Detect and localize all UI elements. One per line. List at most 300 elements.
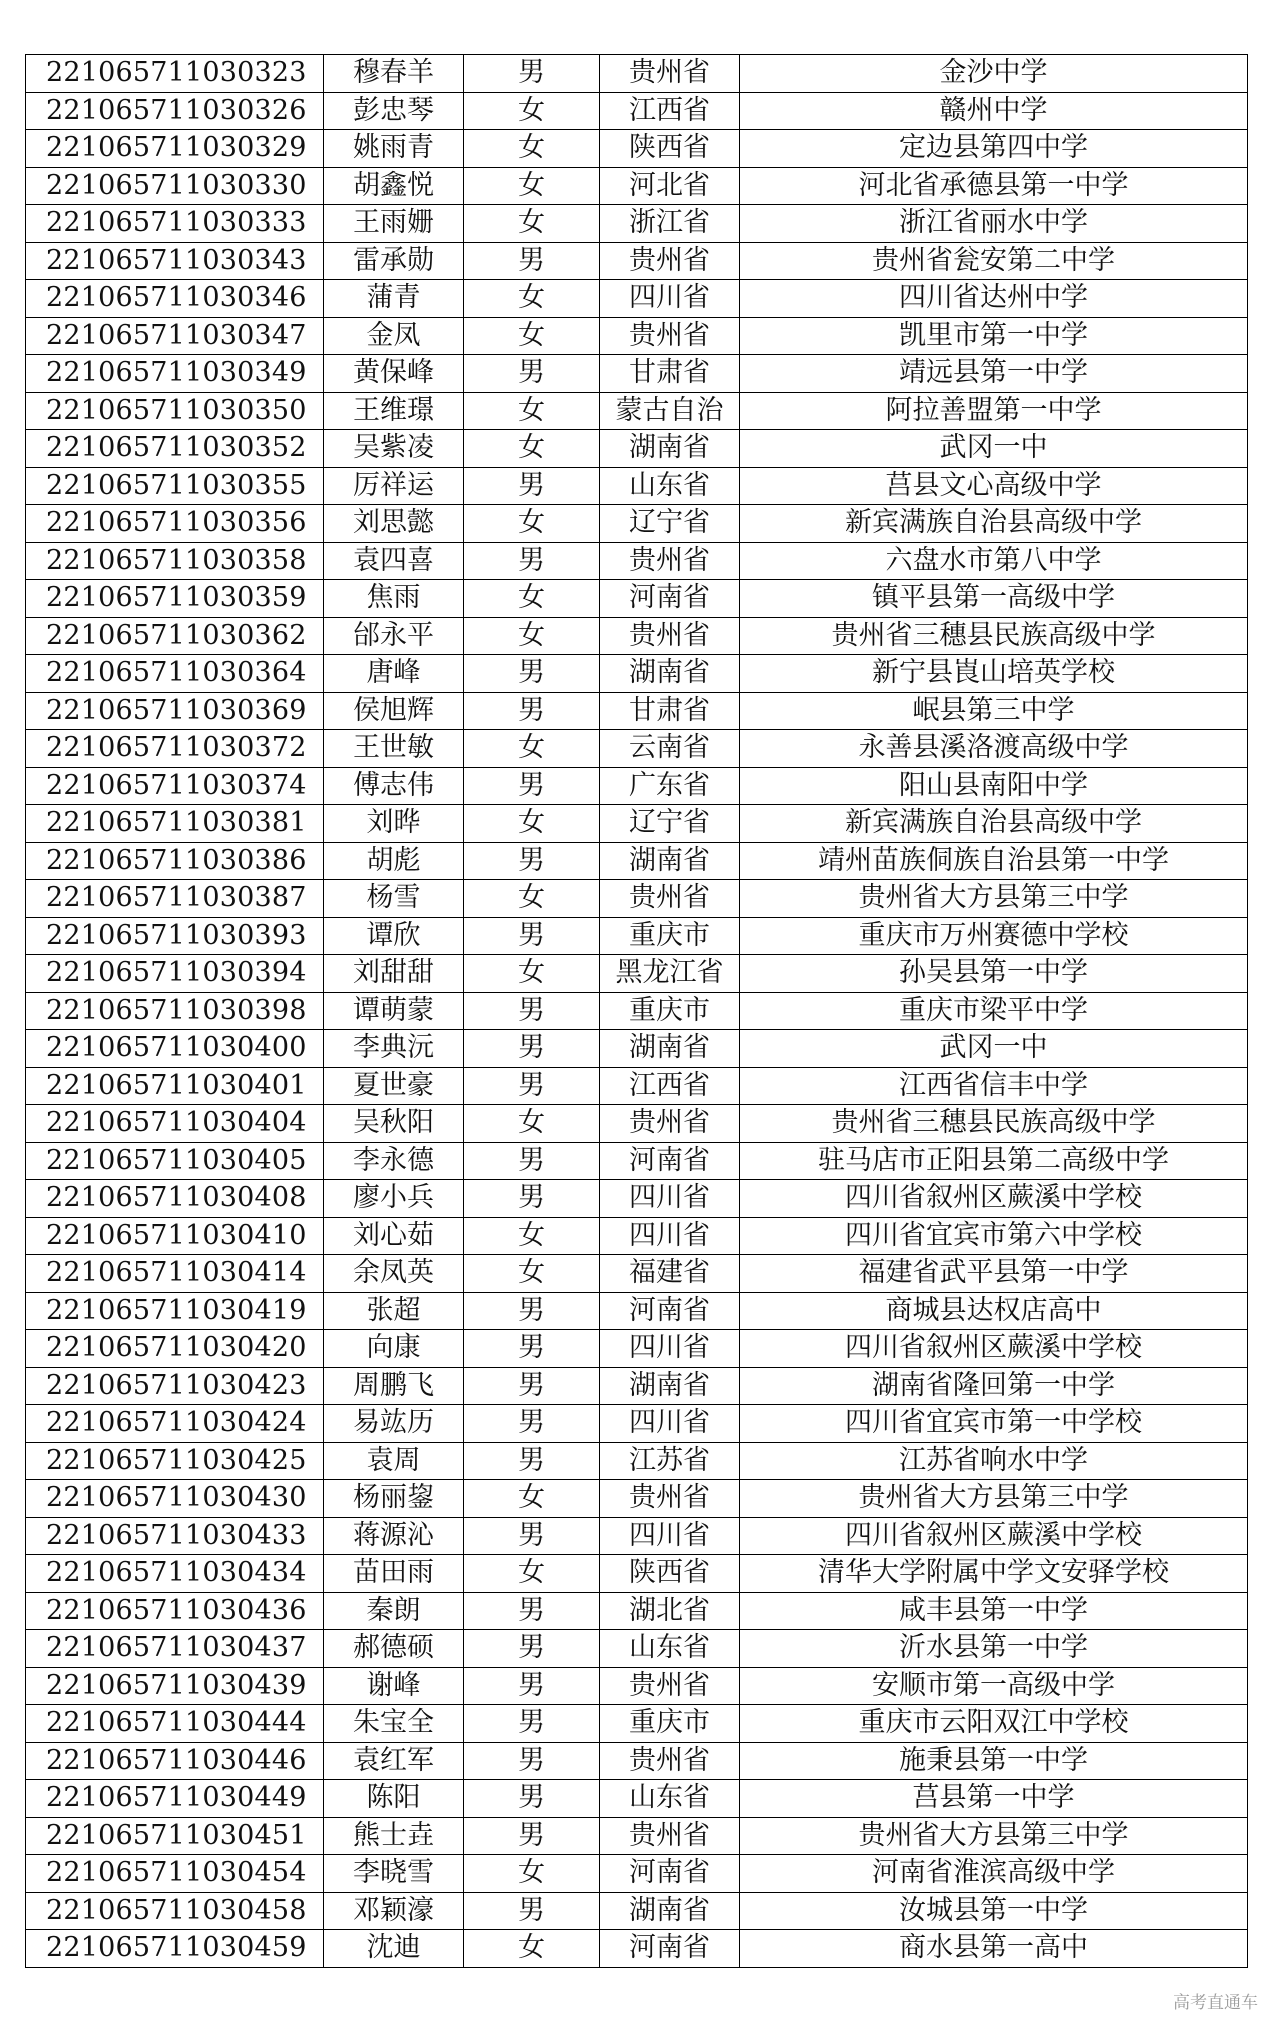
- student-id-cell: 221065711030437: [26, 1630, 324, 1668]
- name-cell: 刘心茹: [324, 1217, 464, 1255]
- table-row: [26, 1405, 1248, 1443]
- school-cell: 商城县达权店高中: [740, 1292, 1248, 1330]
- gender-cell: 女: [464, 880, 600, 918]
- name-cell: 夏世豪: [324, 1067, 464, 1105]
- student-id-cell: 221065711030359: [26, 580, 324, 618]
- province-cell: 贵州省: [600, 1742, 740, 1780]
- gender-cell: 女: [464, 580, 600, 618]
- name-cell: 郝德硕: [324, 1630, 464, 1668]
- table-row: [26, 205, 1248, 243]
- table-row: [26, 1630, 1248, 1668]
- table-row: [26, 1855, 1248, 1893]
- province-cell: 四川省: [600, 1405, 740, 1443]
- school-cell: 河南省淮滨高级中学: [740, 1855, 1248, 1893]
- name-cell: 王雨姗: [324, 205, 464, 243]
- gender-cell: 男: [464, 1180, 600, 1218]
- roster-sheet: [25, 54, 1247, 1968]
- gender-cell: 男: [464, 842, 600, 880]
- name-cell: 周鹏飞: [324, 1367, 464, 1405]
- name-cell: 熊士垚: [324, 1817, 464, 1855]
- province-cell: 湖南省: [600, 1892, 740, 1930]
- table-row: [26, 1817, 1248, 1855]
- province-cell: 河北省: [600, 167, 740, 205]
- school-cell: 四川省叙州区蕨溪中学校: [740, 1517, 1248, 1555]
- table-row: [26, 92, 1248, 130]
- school-cell: 贵州省三穗县民族高级中学: [740, 1105, 1248, 1143]
- student-id-cell: 221065711030408: [26, 1180, 324, 1218]
- school-cell: 贵州省大方县第三中学: [740, 880, 1248, 918]
- table-row: [26, 655, 1248, 693]
- name-cell: 袁周: [324, 1442, 464, 1480]
- gender-cell: 男: [464, 1630, 600, 1668]
- student-id-cell: 221065711030369: [26, 692, 324, 730]
- school-cell: 莒县第一中学: [740, 1780, 1248, 1818]
- gender-cell: 女: [464, 1480, 600, 1518]
- province-cell: 四川省: [600, 1330, 740, 1368]
- name-cell: 王世敏: [324, 730, 464, 768]
- roster-body: [26, 55, 1248, 1968]
- province-cell: 甘肃省: [600, 692, 740, 730]
- name-cell: 彭忠琴: [324, 92, 464, 130]
- name-cell: 李永德: [324, 1142, 464, 1180]
- gender-cell: 男: [464, 1442, 600, 1480]
- name-cell: 余凤英: [324, 1255, 464, 1293]
- province-cell: 江苏省: [600, 1442, 740, 1480]
- student-id-cell: 221065711030350: [26, 392, 324, 430]
- province-cell: 云南省: [600, 730, 740, 768]
- student-id-cell: 221065711030423: [26, 1367, 324, 1405]
- province-cell: 湖南省: [600, 1367, 740, 1405]
- province-cell: 河南省: [600, 1292, 740, 1330]
- school-cell: 靖远县第一中学: [740, 355, 1248, 393]
- gender-cell: 男: [464, 692, 600, 730]
- school-cell: 重庆市梁平中学: [740, 992, 1248, 1030]
- name-cell: 谭欣: [324, 917, 464, 955]
- table-row: [26, 1142, 1248, 1180]
- table-row: [26, 1105, 1248, 1143]
- gender-cell: 男: [464, 1705, 600, 1743]
- table-row: [26, 1067, 1248, 1105]
- gender-cell: 男: [464, 767, 600, 805]
- student-id-cell: 221065711030329: [26, 130, 324, 168]
- table-row: [26, 1255, 1248, 1293]
- student-id-cell: 221065711030349: [26, 355, 324, 393]
- province-cell: 黑龙江省: [600, 955, 740, 993]
- school-cell: 沂水县第一中学: [740, 1630, 1248, 1668]
- name-cell: 胡鑫悦: [324, 167, 464, 205]
- student-id-cell: 221065711030326: [26, 92, 324, 130]
- province-cell: 辽宁省: [600, 805, 740, 843]
- school-cell: 贵州省瓮安第二中学: [740, 242, 1248, 280]
- student-id-cell: 221065711030451: [26, 1817, 324, 1855]
- table-row: [26, 1367, 1248, 1405]
- province-cell: 重庆市: [600, 1705, 740, 1743]
- gender-cell: 女: [464, 317, 600, 355]
- gender-cell: 女: [464, 1105, 600, 1143]
- table-row: [26, 730, 1248, 768]
- table-row: [26, 617, 1248, 655]
- name-cell: 刘思懿: [324, 505, 464, 543]
- school-cell: 汝城县第一中学: [740, 1892, 1248, 1930]
- table-row: [26, 1292, 1248, 1330]
- name-cell: 黄保峰: [324, 355, 464, 393]
- student-id-cell: 221065711030386: [26, 842, 324, 880]
- school-cell: 莒县文心高级中学: [740, 467, 1248, 505]
- province-cell: 贵州省: [600, 1817, 740, 1855]
- school-cell: 贵州省三穗县民族高级中学: [740, 617, 1248, 655]
- school-cell: 江西省信丰中学: [740, 1067, 1248, 1105]
- school-cell: 赣州中学: [740, 92, 1248, 130]
- school-cell: 安顺市第一高级中学: [740, 1667, 1248, 1705]
- gender-cell: 女: [464, 392, 600, 430]
- school-cell: 施秉县第一中学: [740, 1742, 1248, 1780]
- name-cell: 易竑历: [324, 1405, 464, 1443]
- student-id-cell: 221065711030364: [26, 655, 324, 693]
- table-row: [26, 1180, 1248, 1218]
- student-id-cell: 221065711030425: [26, 1442, 324, 1480]
- table-row: [26, 767, 1248, 805]
- name-cell: 刘甜甜: [324, 955, 464, 993]
- name-cell: 厉祥运: [324, 467, 464, 505]
- name-cell: 姚雨青: [324, 130, 464, 168]
- school-cell: 重庆市万州赛德中学校: [740, 917, 1248, 955]
- table-row: [26, 280, 1248, 318]
- table-row: [26, 1667, 1248, 1705]
- school-cell: 定边县第四中学: [740, 130, 1248, 168]
- gender-cell: 女: [464, 1217, 600, 1255]
- name-cell: 沈迪: [324, 1930, 464, 1968]
- table-row: [26, 1330, 1248, 1368]
- name-cell: 邰永平: [324, 617, 464, 655]
- gender-cell: 男: [464, 1067, 600, 1105]
- student-id-cell: 221065711030347: [26, 317, 324, 355]
- name-cell: 袁四喜: [324, 542, 464, 580]
- table-row: [26, 1442, 1248, 1480]
- school-cell: 贵州省大方县第三中学: [740, 1817, 1248, 1855]
- school-cell: 江苏省响水中学: [740, 1442, 1248, 1480]
- school-cell: 贵州省大方县第三中学: [740, 1480, 1248, 1518]
- table-row: [26, 1780, 1248, 1818]
- table-row: [26, 1517, 1248, 1555]
- student-id-cell: 221065711030362: [26, 617, 324, 655]
- name-cell: 陈阳: [324, 1780, 464, 1818]
- student-id-cell: 221065711030374: [26, 767, 324, 805]
- province-cell: 湖北省: [600, 1592, 740, 1630]
- name-cell: 侯旭辉: [324, 692, 464, 730]
- table-row: [26, 392, 1248, 430]
- school-cell: 孙吴县第一中学: [740, 955, 1248, 993]
- student-id-cell: 221065711030449: [26, 1780, 324, 1818]
- name-cell: 吴秋阳: [324, 1105, 464, 1143]
- student-id-cell: 221065711030333: [26, 205, 324, 243]
- table-row: [26, 842, 1248, 880]
- table-row: [26, 467, 1248, 505]
- gender-cell: 男: [464, 467, 600, 505]
- table-row: [26, 355, 1248, 393]
- table-row: [26, 992, 1248, 1030]
- school-cell: 湖南省隆回第一中学: [740, 1367, 1248, 1405]
- name-cell: 焦雨: [324, 580, 464, 618]
- gender-cell: 男: [464, 1780, 600, 1818]
- name-cell: 杨丽鋆: [324, 1480, 464, 1518]
- province-cell: 贵州省: [600, 542, 740, 580]
- province-cell: 江西省: [600, 92, 740, 130]
- province-cell: 陕西省: [600, 130, 740, 168]
- name-cell: 唐峰: [324, 655, 464, 693]
- table-row: [26, 692, 1248, 730]
- student-id-cell: 221065711030343: [26, 242, 324, 280]
- student-id-cell: 221065711030355: [26, 467, 324, 505]
- school-cell: 商水县第一高中: [740, 1930, 1248, 1968]
- gender-cell: 男: [464, 1292, 600, 1330]
- province-cell: 河南省: [600, 580, 740, 618]
- school-cell: 福建省武平县第一中学: [740, 1255, 1248, 1293]
- name-cell: 王维璟: [324, 392, 464, 430]
- school-cell: 驻马店市正阳县第二高级中学: [740, 1142, 1248, 1180]
- table-row: [26, 317, 1248, 355]
- province-cell: 江西省: [600, 1067, 740, 1105]
- school-cell: 金沙中学: [740, 55, 1248, 93]
- table-row: [26, 1705, 1248, 1743]
- gender-cell: 男: [464, 992, 600, 1030]
- school-cell: 阳山县南阳中学: [740, 767, 1248, 805]
- province-cell: 贵州省: [600, 55, 740, 93]
- student-id-cell: 221065711030381: [26, 805, 324, 843]
- school-cell: 阿拉善盟第一中学: [740, 392, 1248, 430]
- province-cell: 广东省: [600, 767, 740, 805]
- student-id-cell: 221065711030436: [26, 1592, 324, 1630]
- province-cell: 贵州省: [600, 617, 740, 655]
- table-row: [26, 955, 1248, 993]
- watermark: 高考直通车: [1173, 1993, 1258, 2013]
- province-cell: 贵州省: [600, 1105, 740, 1143]
- student-id-cell: 221065711030414: [26, 1255, 324, 1293]
- gender-cell: 男: [464, 1367, 600, 1405]
- student-id-cell: 221065711030401: [26, 1067, 324, 1105]
- student-id-cell: 221065711030434: [26, 1555, 324, 1593]
- name-cell: 李典沅: [324, 1030, 464, 1068]
- student-id-cell: 221065711030430: [26, 1480, 324, 1518]
- province-cell: 湖南省: [600, 655, 740, 693]
- gender-cell: 男: [464, 1030, 600, 1068]
- name-cell: 秦朗: [324, 1592, 464, 1630]
- table-row: [26, 1555, 1248, 1593]
- student-id-cell: 221065711030444: [26, 1705, 324, 1743]
- name-cell: 胡彪: [324, 842, 464, 880]
- name-cell: 刘晔: [324, 805, 464, 843]
- table-row: [26, 55, 1248, 93]
- province-cell: 四川省: [600, 280, 740, 318]
- student-id-cell: 221065711030387: [26, 880, 324, 918]
- table-row: [26, 505, 1248, 543]
- student-id-cell: 221065711030405: [26, 1142, 324, 1180]
- school-cell: 四川省宜宾市第六中学校: [740, 1217, 1248, 1255]
- gender-cell: 女: [464, 955, 600, 993]
- school-cell: 重庆市云阳双江中学校: [740, 1705, 1248, 1743]
- province-cell: 贵州省: [600, 242, 740, 280]
- gender-cell: 女: [464, 1855, 600, 1893]
- school-cell: 浙江省丽水中学: [740, 205, 1248, 243]
- student-id-cell: 221065711030372: [26, 730, 324, 768]
- student-id-cell: 221065711030454: [26, 1855, 324, 1893]
- gender-cell: 男: [464, 55, 600, 93]
- student-id-cell: 221065711030346: [26, 280, 324, 318]
- name-cell: 吴紫凌: [324, 430, 464, 468]
- school-cell: 六盘水市第八中学: [740, 542, 1248, 580]
- table-row: [26, 1892, 1248, 1930]
- table-row: [26, 580, 1248, 618]
- school-cell: 靖州苗族侗族自治县第一中学: [740, 842, 1248, 880]
- gender-cell: 男: [464, 1592, 600, 1630]
- gender-cell: 女: [464, 505, 600, 543]
- student-id-cell: 221065711030394: [26, 955, 324, 993]
- province-cell: 陕西省: [600, 1555, 740, 1593]
- student-id-cell: 221065711030356: [26, 505, 324, 543]
- student-id-cell: 221065711030458: [26, 1892, 324, 1930]
- province-cell: 贵州省: [600, 317, 740, 355]
- gender-cell: 男: [464, 1817, 600, 1855]
- table-row: [26, 880, 1248, 918]
- table-row: [26, 130, 1248, 168]
- gender-cell: 男: [464, 1330, 600, 1368]
- school-cell: 永善县溪洛渡高级中学: [740, 730, 1248, 768]
- school-cell: 四川省叙州区蕨溪中学校: [740, 1330, 1248, 1368]
- student-id-cell: 221065711030446: [26, 1742, 324, 1780]
- province-cell: 湖南省: [600, 842, 740, 880]
- student-id-cell: 221065711030410: [26, 1217, 324, 1255]
- student-id-cell: 221065711030358: [26, 542, 324, 580]
- student-id-cell: 221065711030459: [26, 1930, 324, 1968]
- name-cell: 邓颖濠: [324, 1892, 464, 1930]
- student-id-cell: 221065711030393: [26, 917, 324, 955]
- province-cell: 四川省: [600, 1217, 740, 1255]
- gender-cell: 男: [464, 1892, 600, 1930]
- school-cell: 四川省宜宾市第一中学校: [740, 1405, 1248, 1443]
- gender-cell: 女: [464, 617, 600, 655]
- province-cell: 河南省: [600, 1142, 740, 1180]
- province-cell: 蒙古自治: [600, 392, 740, 430]
- province-cell: 浙江省: [600, 205, 740, 243]
- gender-cell: 女: [464, 1930, 600, 1968]
- school-cell: 新宾满族自治县高级中学: [740, 505, 1248, 543]
- student-id-cell: 221065711030398: [26, 992, 324, 1030]
- table-row: [26, 917, 1248, 955]
- name-cell: 朱宝全: [324, 1705, 464, 1743]
- name-cell: 张超: [324, 1292, 464, 1330]
- province-cell: 贵州省: [600, 880, 740, 918]
- gender-cell: 男: [464, 542, 600, 580]
- gender-cell: 男: [464, 355, 600, 393]
- gender-cell: 女: [464, 280, 600, 318]
- province-cell: 四川省: [600, 1180, 740, 1218]
- student-id-cell: 221065711030424: [26, 1405, 324, 1443]
- name-cell: 蒲青: [324, 280, 464, 318]
- school-cell: 岷县第三中学: [740, 692, 1248, 730]
- name-cell: 李晓雪: [324, 1855, 464, 1893]
- table-row: [26, 1480, 1248, 1518]
- province-cell: 甘肃省: [600, 355, 740, 393]
- student-id-cell: 221065711030400: [26, 1030, 324, 1068]
- table-row: [26, 430, 1248, 468]
- name-cell: 袁红军: [324, 1742, 464, 1780]
- table-row: [26, 242, 1248, 280]
- province-cell: 河南省: [600, 1855, 740, 1893]
- name-cell: 杨雪: [324, 880, 464, 918]
- student-id-cell: 221065711030439: [26, 1667, 324, 1705]
- gender-cell: 女: [464, 92, 600, 130]
- name-cell: 谢峰: [324, 1667, 464, 1705]
- table-row: [26, 1742, 1248, 1780]
- student-id-cell: 221065711030419: [26, 1292, 324, 1330]
- school-cell: 镇平县第一高级中学: [740, 580, 1248, 618]
- gender-cell: 女: [464, 130, 600, 168]
- gender-cell: 女: [464, 730, 600, 768]
- gender-cell: 女: [464, 805, 600, 843]
- gender-cell: 男: [464, 1517, 600, 1555]
- province-cell: 河南省: [600, 1930, 740, 1968]
- name-cell: 向康: [324, 1330, 464, 1368]
- province-cell: 湖南省: [600, 430, 740, 468]
- name-cell: 谭萌蒙: [324, 992, 464, 1030]
- table-row: [26, 1030, 1248, 1068]
- gender-cell: 男: [464, 1667, 600, 1705]
- gender-cell: 男: [464, 1142, 600, 1180]
- gender-cell: 男: [464, 655, 600, 693]
- school-cell: 四川省叙州区蕨溪中学校: [740, 1180, 1248, 1218]
- province-cell: 辽宁省: [600, 505, 740, 543]
- roster-table: [25, 54, 1248, 1968]
- gender-cell: 女: [464, 167, 600, 205]
- province-cell: 四川省: [600, 1517, 740, 1555]
- province-cell: 湖南省: [600, 1030, 740, 1068]
- gender-cell: 女: [464, 430, 600, 468]
- student-id-cell: 221065711030420: [26, 1330, 324, 1368]
- school-cell: 武冈一中: [740, 430, 1248, 468]
- name-cell: 蒋源沁: [324, 1517, 464, 1555]
- gender-cell: 女: [464, 1555, 600, 1593]
- table-row: [26, 1217, 1248, 1255]
- student-id-cell: 221065711030330: [26, 167, 324, 205]
- table-row: [26, 167, 1248, 205]
- school-cell: 清华大学附属中学文安驿学校: [740, 1555, 1248, 1593]
- school-cell: 咸丰县第一中学: [740, 1592, 1248, 1630]
- table-row: [26, 1930, 1248, 1968]
- name-cell: 廖小兵: [324, 1180, 464, 1218]
- province-cell: 贵州省: [600, 1480, 740, 1518]
- student-id-cell: 221065711030323: [26, 55, 324, 93]
- gender-cell: 女: [464, 1255, 600, 1293]
- province-cell: 山东省: [600, 1630, 740, 1668]
- province-cell: 福建省: [600, 1255, 740, 1293]
- student-id-cell: 221065711030433: [26, 1517, 324, 1555]
- student-id-cell: 221065711030404: [26, 1105, 324, 1143]
- name-cell: 穆春羊: [324, 55, 464, 93]
- school-cell: 武冈一中: [740, 1030, 1248, 1068]
- name-cell: 雷承勋: [324, 242, 464, 280]
- gender-cell: 女: [464, 205, 600, 243]
- gender-cell: 男: [464, 242, 600, 280]
- province-cell: 山东省: [600, 1780, 740, 1818]
- province-cell: 重庆市: [600, 917, 740, 955]
- province-cell: 贵州省: [600, 1667, 740, 1705]
- school-cell: 凯里市第一中学: [740, 317, 1248, 355]
- table-row: [26, 542, 1248, 580]
- student-id-cell: 221065711030352: [26, 430, 324, 468]
- name-cell: 苗田雨: [324, 1555, 464, 1593]
- table-row: [26, 805, 1248, 843]
- gender-cell: 男: [464, 917, 600, 955]
- province-cell: 重庆市: [600, 992, 740, 1030]
